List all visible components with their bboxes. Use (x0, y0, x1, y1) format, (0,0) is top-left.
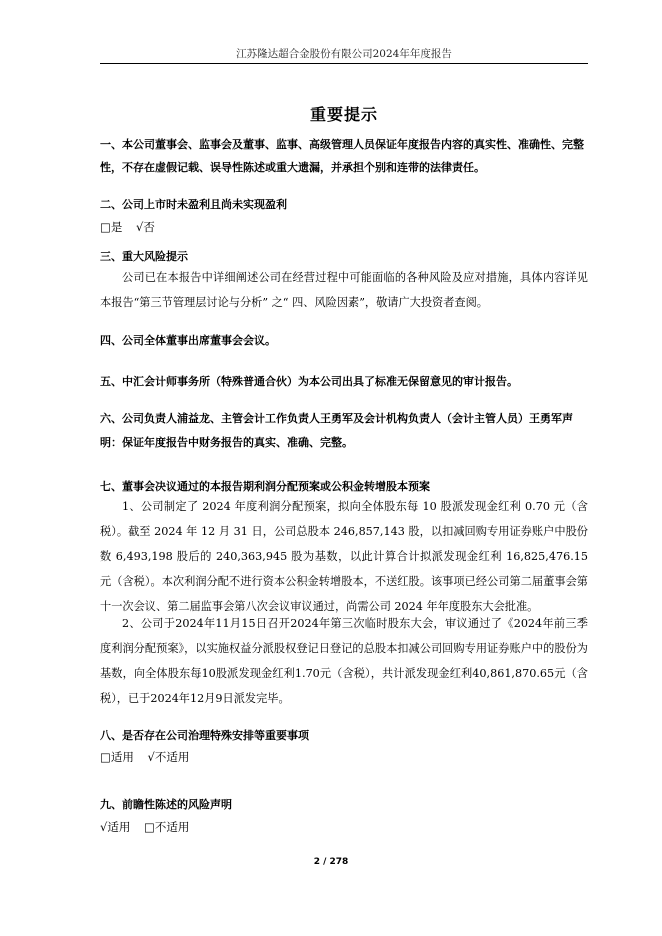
section-8-options (100, 747, 588, 767)
section-1-statement: 一、本公司董事会、监事会及董事、监事、高级管理人员保证年度报告内容的真实性、准确性、完整性，不存在虚假记载、误导性陈述或重大遗漏，并承担个别和连带的法律责任。 (100, 138, 584, 174)
section-3-heading: 三、重大风险提示 (100, 250, 188, 263)
page-number: 2 / 278 (313, 857, 349, 867)
option-not-applicable-checkbox: □不适用 (143, 820, 190, 834)
section-9-heading: 九、前瞻性陈述的风险声明 (100, 798, 232, 811)
section-4-statement: 四、公司全体董事出席董事会会议。 (100, 334, 276, 347)
section-5-statement: 五、中汇会计师事务所（特殊普通合伙）为本公司出具了标准无保留意见的审计报告。 (100, 375, 518, 388)
page-title: 重要提示 (309, 105, 378, 124)
option-not-applicable-checkbox: √不适用 (147, 750, 190, 764)
section-6-statement: 六、公司负责人浦益龙、主管会计工作负责人王勇军及会计机构负责人（会计主管人员）王勇军声明：保证年度报告中财务报告的真实、准确、完整。 (100, 412, 573, 449)
option-applicable-checkbox: √适用 (100, 820, 131, 834)
header-rule (100, 63, 588, 64)
section-2-heading: 二、公司上市时未盈利且尚未实现盈利 (100, 198, 287, 211)
section-3-body: 公司已在本报告中详细阐述公司在经营过程中可能面临的各种风险及应对措施，具体内容详见本报告“第三节管理层讨论与分析” 之“ 四、风险因素”，敬请广大投资者查阅。 (100, 271, 588, 309)
option-yes-checkbox: □是 (100, 220, 123, 234)
section-7-paragraph-2: 2、公司于2024年11月15日召开2024年第三次临时股东大会，审议通过了《2024年前三季度利润分配预案》，以实施权益分派股权登记日登记的总股本扣减公司回购专用证券账户中的股份为基数，向全体股东每10股派发现金红利1.70元（含税），共计派发现金红利40,861,870.65元（含税），已于2024年12月9日派发完毕。 (100, 617, 588, 705)
section-2-options (100, 217, 588, 237)
section-8-heading: 八、是否存在公司治理特殊安排等重要事项 (100, 729, 309, 742)
option-no-checkbox: √否 (136, 220, 155, 234)
option-applicable-checkbox: □适用 (100, 750, 134, 764)
section-7-heading: 七、董事会决议通过的本报告期利润分配预案或公积金转增股本预案 (100, 480, 430, 493)
section-9-options (100, 817, 588, 837)
section-7-paragraph-1: 1、公司制定了 2024 年度利润分配预案，拟向全体股东每 10 股派发现金红利 0.70 元（含税）。截至 2024 年 12 月 31 日，公司总股本 246,857,143 股，以扣减回购专用证券账户中股份数 6,493,198 股后的 240,363,945 股为基数，以此计算合计拟派发现金红利 16,825,476.15 元（含税）。本次利润分配不进行资本公积金转增股本，不送红股。该事项已经公司第二届董事会第十一次会议、第二届监事会第八次会议审议通过，尚需公司 2024 年年度股东大会批准。 (100, 500, 588, 613)
running-header: 江苏隆达超合金股份有限公司2024年年度报告 (236, 48, 452, 60)
